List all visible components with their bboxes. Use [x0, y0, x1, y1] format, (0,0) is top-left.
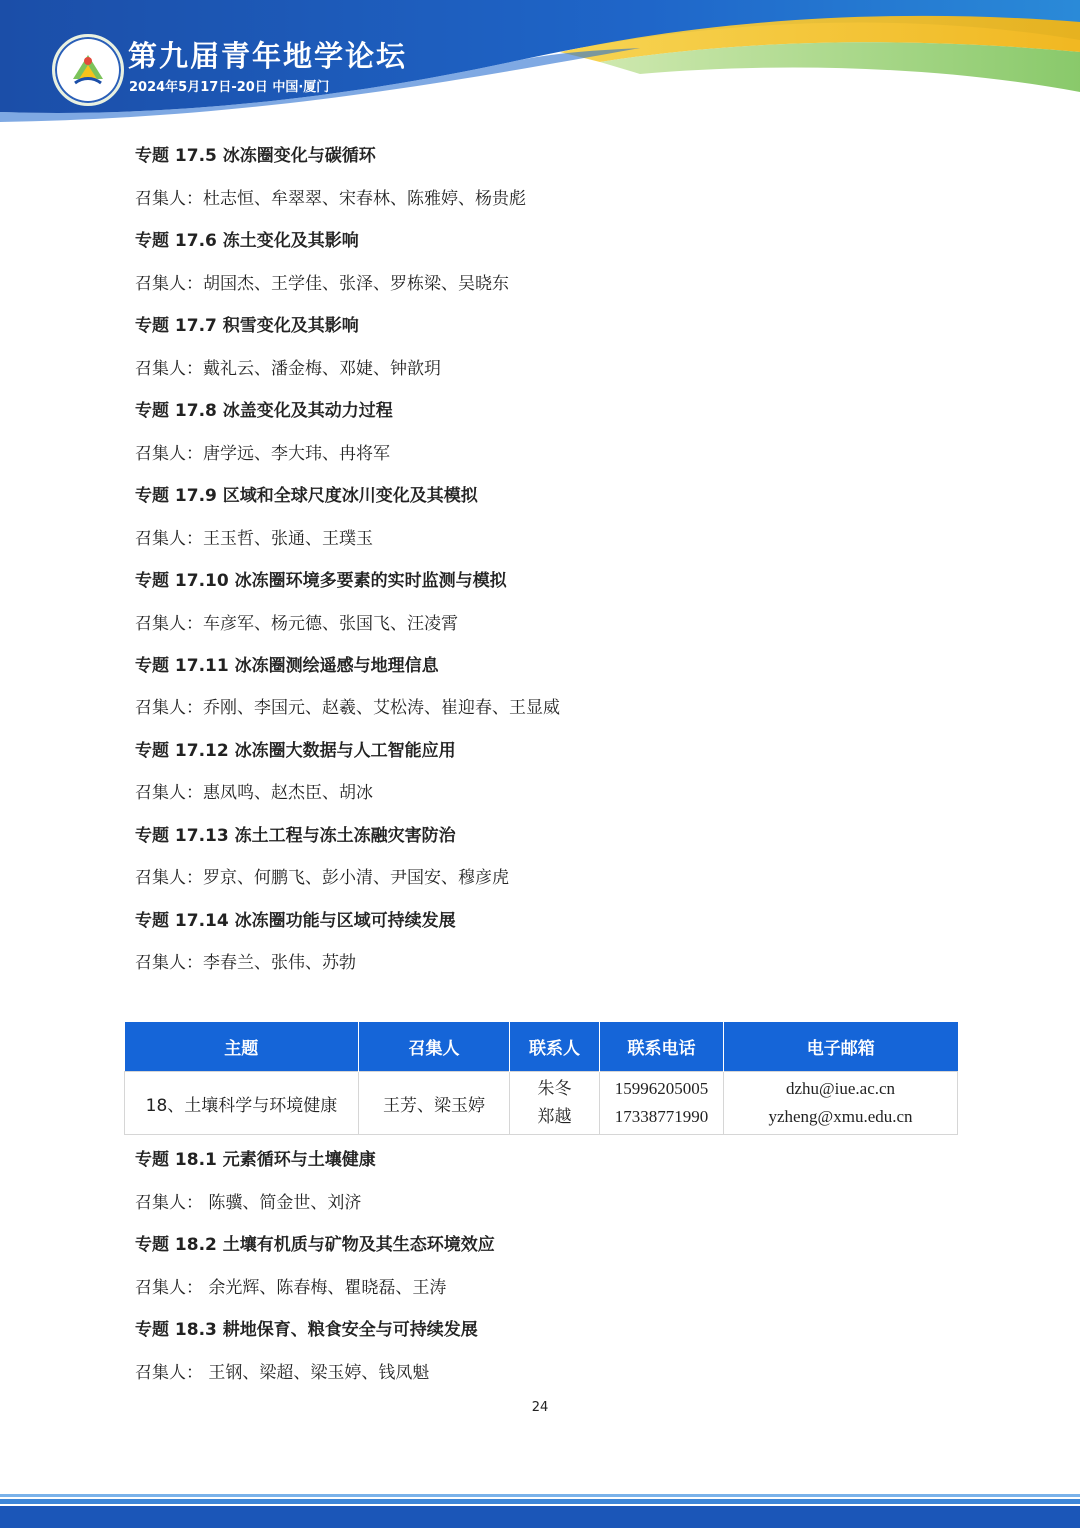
- conveners-17-10: 召集人：车彦军、杨元德、张国飞、汪凌霄: [135, 614, 458, 634]
- phone-number: 15996205005: [614, 1079, 709, 1098]
- email-address: dzhu@iue.ac.cn: [785, 1079, 896, 1098]
- conveners-18-2: 召集人： 余光辉、陈春梅、瞿晓磊、王涛: [135, 1278, 447, 1298]
- conveners-17-9: 召集人：王玉哲、张通、王璞玉: [135, 529, 373, 549]
- footer-stripe-dark: [0, 1506, 1080, 1528]
- phone-number: 17338771990: [614, 1107, 709, 1126]
- topic-17-6: 专题 17.6 冻土变化及其影响: [135, 231, 359, 251]
- column-header-theme: 主题: [125, 1022, 359, 1072]
- conference-logo: [52, 34, 124, 106]
- topic-17-7: 专题 17.7 积雪变化及其影响: [135, 316, 359, 336]
- cell-phones: [600, 1072, 724, 1135]
- topic-17-9: 专题 17.9 区域和全球尺度冰川变化及其模拟: [135, 486, 478, 506]
- topic-18-2: 专题 18.2 土壤有机质与矿物及其生态环境效应: [135, 1235, 495, 1255]
- column-header-email: 电子邮箱: [724, 1022, 958, 1072]
- page-number: 24: [531, 1400, 549, 1415]
- cell-contacts: [510, 1072, 600, 1135]
- conveners-17-14: 召集人：李春兰、张伟、苏勃: [135, 953, 356, 973]
- topic-17-12: 专题 17.12 冰冻圈大数据与人工智能应用: [135, 741, 456, 761]
- conveners-17-12: 召集人：惠凤鸣、赵杰臣、胡冰: [135, 783, 373, 803]
- footer-stripe-light: [0, 1494, 1080, 1497]
- topic-18-3: 专题 18.3 耕地保育、粮食安全与可持续发展: [135, 1320, 478, 1340]
- column-header-contact: 联系人: [510, 1022, 600, 1072]
- header-banner: [0, 0, 1080, 130]
- table-row: [125, 1072, 958, 1135]
- conveners-18-1: 召集人： 陈骥、简金世、刘济: [135, 1193, 362, 1213]
- conference-date-location: 2024年5月17日-20日 中国·厦门: [129, 80, 330, 95]
- conference-title: 第九届青年地学论坛: [128, 39, 408, 73]
- conveners-17-6: 召集人：胡国杰、王学佳、张泽、罗栋梁、吴晓东: [135, 274, 509, 294]
- conveners-17-8: 召集人：唐学远、李大玮、冉将军: [135, 444, 390, 464]
- cell-emails: [724, 1072, 958, 1135]
- topic-17-8: 专题 17.8 冰盖变化及其动力过程: [135, 401, 393, 421]
- column-header-phone: 联系电话: [600, 1022, 724, 1072]
- topic-17-10: 专题 17.10 冰冻圈环境多要素的实时监测与模拟: [135, 571, 507, 591]
- column-header-conveners: 召集人: [359, 1022, 510, 1072]
- topic-18-1: 专题 18.1 元素循环与土壤健康: [135, 1150, 376, 1170]
- contact-name: 朱冬: [537, 1079, 572, 1099]
- conveners-17-11: 召集人：乔刚、李国元、赵羲、艾松涛、崔迎春、王显威: [135, 698, 560, 718]
- footer-stripe-mid: [0, 1499, 1080, 1504]
- conveners-18-3: 召集人： 王钢、梁超、梁玉婷、钱凤魁: [135, 1363, 430, 1383]
- conveners-17-7: 召集人：戴礼云、潘金梅、邓婕、钟歆玥: [135, 359, 441, 379]
- topic-17-5: 专题 17.5 冰冻圈变化与碳循环: [135, 146, 376, 166]
- email-address: yzheng@xmu.edu.cn: [768, 1107, 913, 1126]
- logo-emblem-icon: [55, 37, 121, 103]
- conveners-17-5: 召集人：杜志恒、牟翠翠、宋春林、陈雅婷、杨贵彪: [135, 189, 526, 209]
- contact-name: 郑越: [537, 1107, 572, 1127]
- table-header-row: [125, 1022, 958, 1072]
- theme-info-table: [124, 1022, 958, 1135]
- conveners-17-13: 召集人：罗京、何鹏飞、彭小清、尹国安、穆彦虎: [135, 868, 509, 888]
- cell-conveners: 王芳、梁玉婷: [359, 1072, 510, 1135]
- topic-17-14: 专题 17.14 冰冻圈功能与区域可持续发展: [135, 911, 456, 931]
- cell-theme: 18、土壤科学与环境健康: [125, 1072, 359, 1135]
- topic-17-11: 专题 17.11 冰冻圈测绘遥感与地理信息: [135, 656, 439, 676]
- topic-17-13: 专题 17.13 冻土工程与冻土冻融灾害防治: [135, 826, 456, 846]
